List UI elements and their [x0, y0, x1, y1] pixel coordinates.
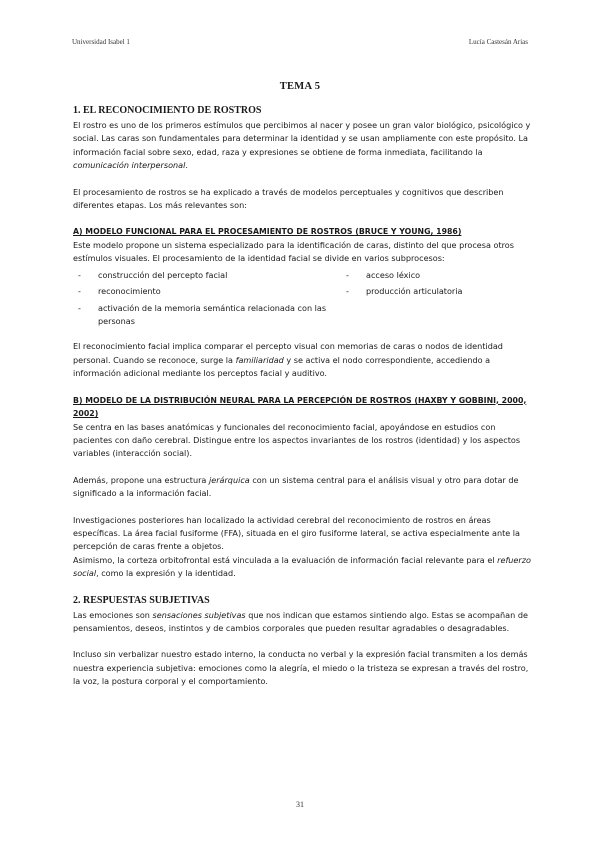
- list-item: [73, 285, 341, 298]
- subsection-a-paragraph-2: [73, 340, 531, 380]
- subsection-a-paragraph: Este modelo propone un sistema especializado para la identificación de caras, distinto del que procesa otros estímulos visuales. El procesamiento de la identidad facial se divide en varios subprocesos:: [73, 239, 514, 264]
- list-item-text: acceso léxico: [366, 269, 421, 280]
- bullet-dash: -: [78, 302, 81, 313]
- text-span: y se activa el nodo correspondiente, accediendo a información adicional mediante los perceptos facial y auditivo.: [73, 354, 491, 379]
- list-item-text: producción articulatoria: [366, 286, 463, 297]
- emphasis-text: familiaridad: [235, 354, 284, 365]
- section2-paragraph-1: [73, 609, 531, 636]
- emphasis-text: comunicación interpersonal: [73, 160, 186, 171]
- subprocess-list: [73, 269, 531, 332]
- spacer: [73, 581, 531, 594]
- spacer: [73, 381, 531, 394]
- list-item-text: construcción del percepto facial: [98, 269, 228, 280]
- document-title: TEMA 5: [279, 81, 321, 92]
- list-item: [73, 302, 341, 329]
- text-span: El reconocimiento facial implica comparar el percepto visual con memorias de caras o nodos de identidad personal. Cuando se reconoce, surge la: [73, 341, 503, 365]
- section2-heading: 2. RESPUESTAS SUBJETIVAS: [73, 594, 210, 606]
- spacer: [73, 212, 531, 225]
- subsection-a-heading: A) MODELO FUNCIONAL PARA EL PROCESAMIENTO DE ROSTROS (BRUCE Y YOUNG, 1986): [73, 227, 462, 237]
- emphasis-text: sensaciones subjetivas: [152, 609, 246, 620]
- spacer: [73, 331, 531, 340]
- subsection-b-paragraph-2: [73, 474, 531, 501]
- header-author: Lucía Castesán Arias: [468, 38, 528, 46]
- text-span: Las emociones son: [73, 609, 153, 620]
- list-item: [341, 269, 521, 282]
- spacer: [73, 461, 531, 474]
- subprocess-list-col2: [341, 269, 521, 332]
- text-span: .: [185, 160, 188, 171]
- page-number: 31: [296, 800, 304, 809]
- bullet-dash: -: [346, 269, 349, 280]
- document-body: [73, 104, 531, 689]
- bullet-dash: -: [78, 286, 81, 297]
- bullet-dash: -: [346, 286, 349, 297]
- spacer: [73, 501, 531, 514]
- list-item-text: activación de la memoria semántica relacionada con las personas: [98, 302, 327, 326]
- text-span: Además, propone una estructura: [73, 474, 209, 485]
- emphasis-text: jerárquica: [208, 474, 250, 485]
- list-item: [341, 285, 521, 298]
- section1-heading: 1. EL RECONOCIMIENTO DE ROSTROS: [73, 105, 262, 116]
- section1-paragraph-1: [73, 119, 531, 173]
- subsection-b-paragraph-3: Investigaciones posteriores han localizado la actividad cerebral del reconocimiento de rostros en áreas específicas. La área facial fusiforme (FFA), situada en el giro fusiforme lateral, se activa especialmente ante la percepción de caras frente a objetos.: [73, 514, 521, 552]
- spacer: [73, 635, 531, 648]
- list-item-text: reconocimiento: [98, 286, 161, 297]
- text-span: El rostro es uno de los primeros estímulos que percibimos al nacer y posee un gran valor biológico, psicológico y social. Las caras son fundamentales para determinar la identidad y se usan ampliamente con este propósito. La información facial sobre sexo, edad, raza y expresiones se obtiene de forma inmediata, facilitando la: [73, 120, 531, 157]
- spacer: [73, 173, 531, 186]
- subsection-b-heading: B) MODELO DE LA DISTRIBUCIÓN NEURAL PARA LA PERCEPCIÓN DE ROSTROS (HAXBY Y GOBBINI, 2000, 2002): [73, 395, 527, 419]
- subsection-b-paragraph-1: Se centra en las bases anatómicas y funcionales del reconocimiento facial, apoyándose en estudios con pacientes con daño cerebral. Distingue entre los aspectos invariantes de los rostros (identidad) y los aspectos variables (interacción social).: [73, 421, 521, 459]
- text-span: que nos indican que estamos sintiendo algo. Estas se acompañan de pensamientos, deseos, instintos y de cambios corporales que pueden resultar agradables o desagradables.: [73, 609, 528, 634]
- text-span: con un sistema central para el análisis visual y otro para dotar de significado a la información facial.: [73, 474, 519, 499]
- bullet-dash: -: [78, 269, 81, 280]
- subprocess-list-col1: [73, 269, 341, 332]
- list-item: [73, 269, 341, 282]
- header-institution: Universidad Isabel 1: [72, 38, 130, 46]
- subsection-b-paragraph-4: [73, 554, 531, 581]
- section1-paragraph-2: El procesamiento de rostros se ha explicado a través de modelos perceptuales y cognitivos que describen diferentes etapas. Los más relevantes son:: [73, 186, 504, 211]
- emphasis-text: refuerzo social: [73, 554, 531, 579]
- text-span: , como la expresión y la identidad.: [96, 568, 236, 579]
- text-span: Asimismo, la corteza orbitofrontal está vinculada a la evaluación de información facial relevante para el: [73, 554, 498, 565]
- section2-paragraph-2: Incluso sin verbalizar nuestro estado interno, la conducta no verbal y la expresión facial transmiten a los demás nuestra experiencia subjetiva: emociones como la alegría, el miedo o la tristeza se expresan a través del rostro, la voz, la postura corporal y el comportamiento.: [73, 649, 529, 687]
